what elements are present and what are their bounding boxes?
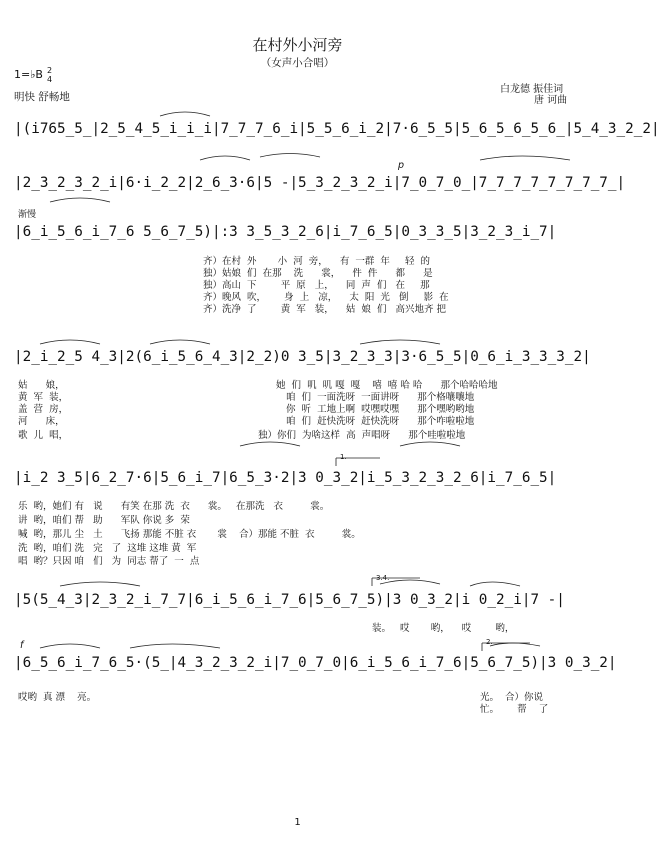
tempo-gradual-slow: 渐慢 xyxy=(18,210,37,220)
key-signature: 1=♭B xyxy=(14,68,43,81)
lyric-line: 独）姑娘 们 在那 洗 裳， 件 件 都 是 xyxy=(203,268,433,279)
notation-system-7: |6̲5̲6̲i̲7̲6̲5·(5̲|4̲3̲2̲3̲2̲i|7̲0̲7̲0|6̲i̲5̲6̲i̲7̲6|5̲6̲7̲5)|3 0̲3̲2| xyxy=(14,655,617,671)
lyric-line: 姑 娘， xyxy=(18,380,65,391)
lyric-line: 装。 哎 哟， 哎 哟， xyxy=(372,623,515,634)
notation-system-1: |(i765̲5̲|2̲5̲4̲5̲i̲i̲i|7̲7̲7̲6̲i|5̲5̲6̲i̲2|7·6̲5̲5|5̲6̲5̲6̲5̲6̲|5̲4̲3̲2̲2| xyxy=(14,121,660,137)
lyric-line: 盖 营 房， xyxy=(18,404,69,415)
lyric-line: 哎哟 真 漂 亮。 xyxy=(18,692,97,703)
volta-1: 1. xyxy=(340,453,347,461)
lyric-line: 河 床， xyxy=(18,416,65,427)
tempo-marking: 明快 舒畅地 xyxy=(14,91,70,103)
lyric-line: 你 听 工地上啊 哎嘿哎嘿 那个嘿哟哟地 xyxy=(286,404,475,415)
lyric-line: 乐 哟，她们 有 说 有笑 在那 洗 衣 裳。 在那洗 衣 裳。 xyxy=(18,501,330,512)
lyricist-credit: 白龙德 振佳词 xyxy=(500,84,564,95)
dynamic-p: p xyxy=(398,160,405,171)
lyric-line: 独）高山 下 平 原 上， 同 声 们 在 那 xyxy=(203,280,430,291)
composer-credit: 唐 诃曲 xyxy=(534,95,568,106)
lyric-line: 黄 军 装， xyxy=(18,392,69,403)
lyric-line: 独）你们 为啥这样 高 声唱呀 那个哇啦啦地 xyxy=(258,430,466,441)
song-title: 在村外小河旁 xyxy=(252,36,343,54)
song-subtitle: （女声小合唱） xyxy=(260,57,335,69)
lyric-line: 讲 哟，咱们 帮 助 军队 你说 多 荣 xyxy=(18,515,190,526)
lyric-line: 喊 哟，那儿 尘 土 飞扬 那能 不脏 衣 裳 合）那能 不脏 衣 裳。 xyxy=(18,529,361,540)
volta-34: 3.4. xyxy=(376,574,390,582)
lyric-line: 咱 们 一面洗呀 一面讲呀 那个格嚷嚷地 xyxy=(286,392,475,403)
page-number: 1 xyxy=(294,817,301,828)
lyric-line: 忙。 帮 了 xyxy=(480,704,549,715)
dynamic-f: f xyxy=(20,640,24,651)
lyric-line: 唱 哟？只因 咱 们 为 同志 帮了 一 点 xyxy=(18,556,200,567)
notation-system-4: |2̲i̲2̲5 4̲3|2(6̲i̲5̲6̲4̲3|2̲2)0 3̲5|3̲2̲3̲3|3·6̲5̲5|0̲6̲i̲3̲3̲3̲2| xyxy=(14,349,591,365)
lyric-line: 洗 哟，咱们 洗 完 了 这堆 这堆 黄 军 xyxy=(18,543,197,554)
lyric-line: 光。 合）你说 xyxy=(480,692,544,703)
lyric-line: 齐）晚风 吹， 身 上 凉， 太 阳 光 倒 影 在 xyxy=(203,292,449,303)
time-signature-top: 2 xyxy=(47,66,53,75)
volta-2: 2. xyxy=(486,638,493,646)
lyric-line: 齐）在村 外 小 河 旁， 有 一群 年 轻 的 xyxy=(203,256,431,267)
lyric-line: 咱 们 赶快洗呀 赶快洗呀 那个咋啦啦地 xyxy=(286,416,475,427)
time-signature-bottom: 4 xyxy=(47,75,53,84)
lyric-line: 歌 儿 唱， xyxy=(18,430,69,441)
lyric-line: 她 们 叽 叽 嘎 嘎 嘻 嘻 哈 哈 那个哈哈哈地 xyxy=(276,380,498,391)
lyric-line: 齐）洗净 了 黄 军 装， 姑 娘 们 高兴地齐 把 xyxy=(203,304,447,315)
notation-system-5: |i̲2 3̲5|6̲2̲7·6|5̲6̲i̲7|6̲5̲3·2|3 0̲3̲2|i̲5̲3̲2̲3̲2̲6|i̲7̲6̲5| xyxy=(14,470,557,486)
notation-system-3: |6̲i̲5̲6̲i̲7̲6 5̲6̲7̲5)|:3 3̲5̲3̲2̲6|i̲7̲6̲5|0̲3̲3̲5|3̲2̲3̲i̲7| xyxy=(14,224,557,240)
notation-system-2: |2̲3̲2̲3̲2̲i|6·i̲2̲2|2̲6̲3·6|5 -|5̲3̲2̲3̲2̲i|7̲0̲7̲0̲|7̲7̲7̲7̲7̲7̲7̲7̲| xyxy=(14,175,626,191)
notation-system-6: |5(5̲4̲3|2̲3̲2̲i̲7̲7|6̲i̲5̲6̲i̲7̲6|5̲6̲7̲5)|3 0̲3̲2|i 0̲2̲i|7 -| xyxy=(14,592,565,608)
